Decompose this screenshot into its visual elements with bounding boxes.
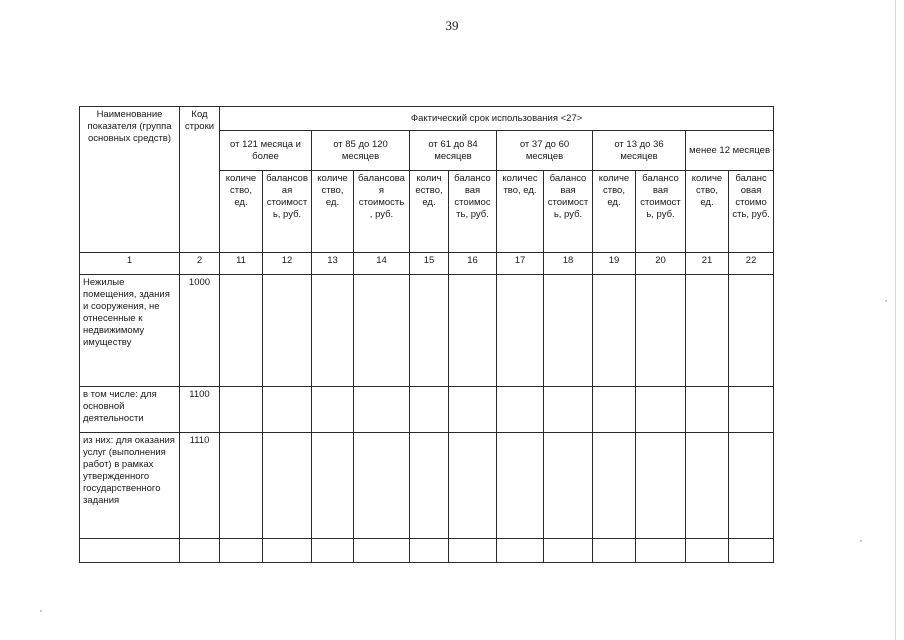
- column-number: 20: [636, 253, 686, 275]
- data-cell: [544, 387, 593, 433]
- column-number: 21: [686, 253, 729, 275]
- column-numbers-row: [80, 253, 774, 275]
- data-cell: [497, 539, 544, 563]
- table-row: [80, 433, 774, 539]
- row-name: [80, 539, 180, 563]
- data-cell: [312, 539, 354, 563]
- book-value-header: баланс овая стоимо сть, руб.: [729, 171, 774, 253]
- period-13-36: от 13 до 36 месяцев: [593, 131, 686, 171]
- data-cell: [729, 433, 774, 539]
- code-column-header: Код строки: [180, 107, 220, 253]
- column-number: 18: [544, 253, 593, 275]
- data-cell: [544, 539, 593, 563]
- row-name: в том числе: для основной деятельности: [80, 387, 180, 433]
- table-row: [80, 275, 774, 387]
- data-cell: [497, 433, 544, 539]
- data-cell: [636, 539, 686, 563]
- row-name: из них: для оказания услуг (выполнения работ) в рамках утвержденного государственного задания: [80, 433, 180, 539]
- period-85-120: от 85 до 120 месяцев: [312, 131, 410, 171]
- data-cell: [729, 539, 774, 563]
- period-37-60: от 37 до 60 месяцев: [497, 131, 593, 171]
- data-cell: [497, 387, 544, 433]
- data-cell: [686, 433, 729, 539]
- book-value-header: балансо вая стоимост ь, руб.: [544, 171, 593, 253]
- column-number: 15: [410, 253, 449, 275]
- column-number: 11: [220, 253, 263, 275]
- table-row: [80, 539, 774, 563]
- quantity-header: количе ство, ед.: [312, 171, 354, 253]
- data-cell: [449, 275, 497, 387]
- data-cell: [686, 275, 729, 387]
- data-cell: [354, 539, 410, 563]
- book-value-header: балансов ая стоимост ь, руб.: [263, 171, 312, 253]
- book-value-header: балансо вая стоимос ть, руб.: [449, 171, 497, 253]
- name-column-header: Наименование показателя (группа основных средств): [80, 107, 180, 253]
- page-edge: [895, 0, 896, 640]
- book-value-header: балансова я стоимость , руб.: [354, 171, 410, 253]
- data-cell: [593, 387, 636, 433]
- data-cell: [410, 387, 449, 433]
- data-cell: [544, 275, 593, 387]
- data-cell: [729, 275, 774, 387]
- fixed-assets-usage-table: [79, 106, 774, 563]
- row-code: 1100: [180, 387, 220, 433]
- row-name: Нежилые помещения, здания и сооружения, не отнесенные к недвижимому имуществу: [80, 275, 180, 387]
- data-cell: [354, 433, 410, 539]
- column-number: 17: [497, 253, 544, 275]
- data-cell: [354, 275, 410, 387]
- data-cell: [312, 387, 354, 433]
- data-cell: [220, 539, 263, 563]
- data-cell: [263, 539, 312, 563]
- column-number: 14: [354, 253, 410, 275]
- column-number: 16: [449, 253, 497, 275]
- data-cell: [593, 433, 636, 539]
- data-cell: [497, 275, 544, 387]
- data-cell: [636, 387, 686, 433]
- scan-speck: [885, 300, 887, 302]
- data-cell: [410, 275, 449, 387]
- data-cell: [593, 539, 636, 563]
- data-cell: [544, 433, 593, 539]
- column-number: 12: [263, 253, 312, 275]
- data-cell: [220, 387, 263, 433]
- data-cell: [410, 433, 449, 539]
- data-cell: [636, 433, 686, 539]
- data-cell: [312, 433, 354, 539]
- quantity-header: количес тво, ед.: [497, 171, 544, 253]
- data-cell: [686, 387, 729, 433]
- quantity-header: количе ство, ед.: [593, 171, 636, 253]
- column-number: 22: [729, 253, 774, 275]
- actual-term-header: Фактический срок использования <27>: [220, 107, 774, 131]
- data-cell: [410, 539, 449, 563]
- data-cell: [263, 275, 312, 387]
- period-121-plus: от 121 месяца и более: [220, 131, 312, 171]
- period-under-12: менее 12 месяцев: [686, 131, 774, 171]
- quantity-header: количе ство, ед.: [220, 171, 263, 253]
- scan-speck: [860, 540, 862, 542]
- data-cell: [354, 387, 410, 433]
- header-row-1: [80, 107, 774, 131]
- period-61-84: от 61 до 84 месяцев: [410, 131, 497, 171]
- row-code: 1000: [180, 275, 220, 387]
- data-cell: [263, 433, 312, 539]
- data-cell: [729, 387, 774, 433]
- data-cell: [220, 275, 263, 387]
- row-code: [180, 539, 220, 563]
- data-cell: [449, 433, 497, 539]
- quantity-header: колич ество, ед.: [410, 171, 449, 253]
- data-cell: [593, 275, 636, 387]
- data-cell: [686, 539, 729, 563]
- column-number: 19: [593, 253, 636, 275]
- data-cell: [449, 539, 497, 563]
- data-cell: [312, 275, 354, 387]
- column-number: 13: [312, 253, 354, 275]
- data-cell: [449, 387, 497, 433]
- data-cell: [263, 387, 312, 433]
- column-number: 1: [80, 253, 180, 275]
- scan-speck: [40, 610, 42, 612]
- row-code: 1110: [180, 433, 220, 539]
- book-value-header: балансо вая стоимост ь, руб.: [636, 171, 686, 253]
- table-row: [80, 387, 774, 433]
- page-number: 39: [445, 18, 459, 33]
- data-cell: [636, 275, 686, 387]
- quantity-header: количе ство, ед.: [686, 171, 729, 253]
- column-number: 2: [180, 253, 220, 275]
- data-cell: [220, 433, 263, 539]
